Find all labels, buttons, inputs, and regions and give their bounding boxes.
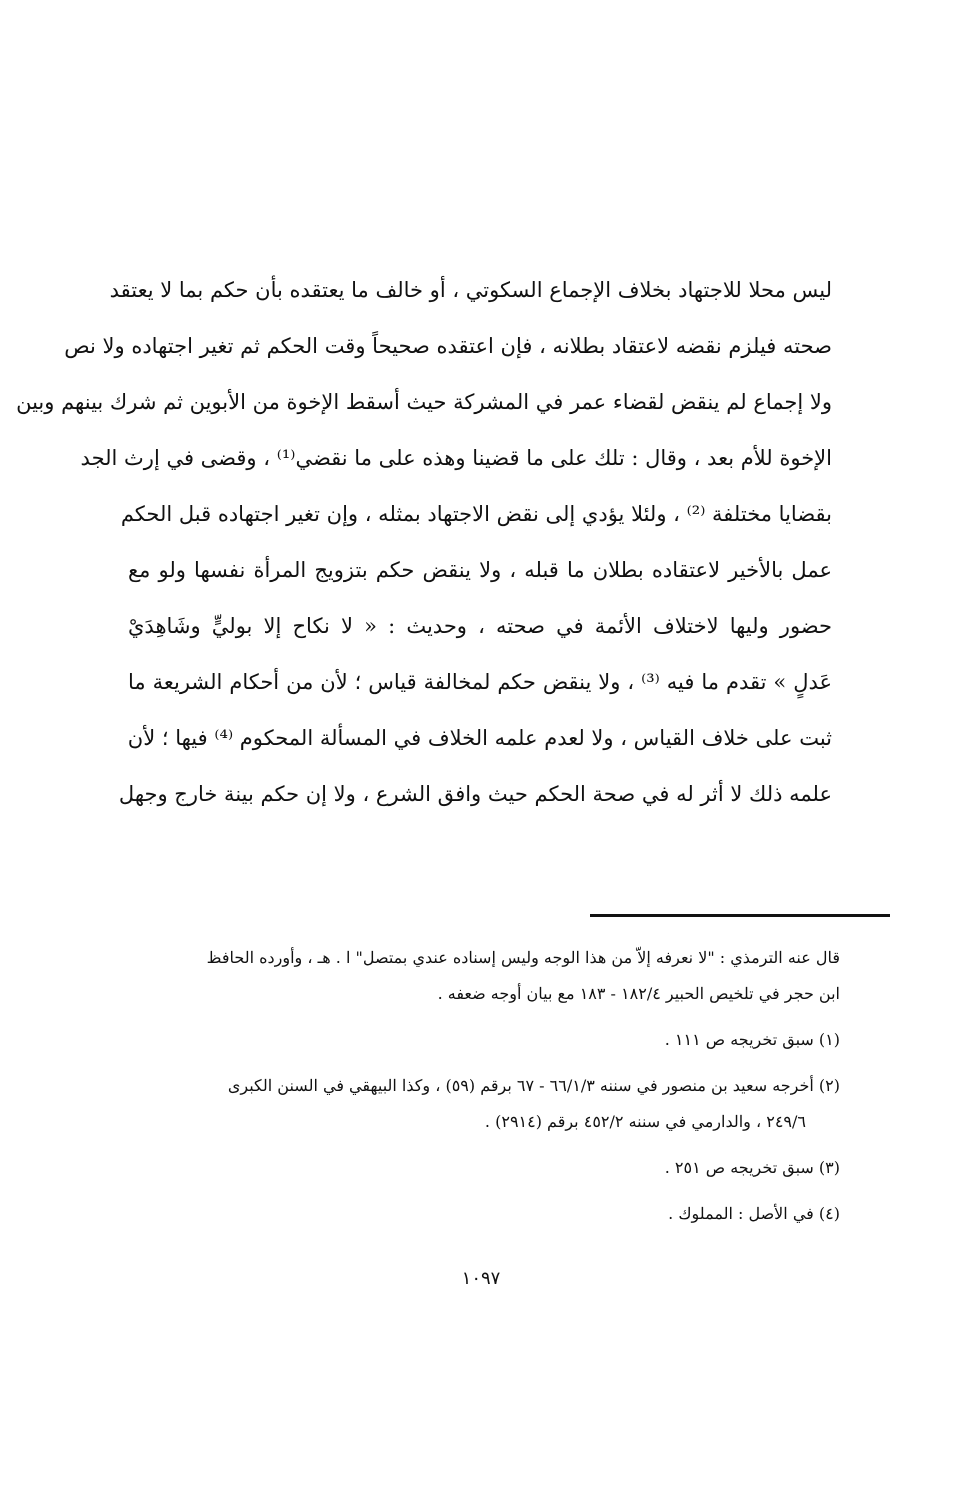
footnote-1: (١) سبق تخريجه ص ١١١ . — [664, 1030, 840, 1049]
text-line: صحته فيلزم نقضه لاعتقاد بطلانه ، فإن اعتقده صحيحاً وقت الحكم ثم تغير اجتهاده ولا نص — [64, 334, 832, 358]
text-line: ليس محلا للاجتهاد بخلاف الإجماع السكوتي ، أو خالف ما يعتقده بأن حكم بما لا يعتقد — [109, 278, 832, 302]
footnote-4: (٤) في الأصل : المملوك . — [668, 1204, 840, 1223]
page-number: ١٠٩٧ — [461, 1268, 501, 1289]
text-line: عَدلٍ » تقدم ما فيه ⁽³⁾ ، ولا ينقض حكم لمخالفة قياس ؛ لأن من أحكام الشريعة ما — [128, 670, 832, 694]
footnote-separator — [590, 914, 890, 917]
text-line: ثبت على خلاف القياس ، ولا لعدم علمه الخلاف في المسألة المحكوم ⁽⁴⁾ فيها ؛ لأن — [127, 726, 832, 750]
main-text — [16, 262, 832, 822]
text-line: بقضايا مختلفة ⁽²⁾ ، ولئلا يؤدي إلى نقض الاجتهاد بمثله ، وإن تغير اجتهاده قبل الحكم — [120, 502, 832, 526]
text-line: حضور وليها لاختلاف الأئمة في صحته ، وحديث : « لا نكاح إلا بوليٍّ وشَاهِدَيْ — [128, 614, 832, 638]
footnote-continuation-line: ابن حجر في تلخيص الحبير ١٨٢/٤ - ١٨٣ مع بيان أوجه ضعفه . — [437, 984, 840, 1003]
footnote-continuation-line: قال عنه الترمذي : "لا نعرفه إلاّ من هذا الوجه وليس إسناده عندي بمتصل" ا . هـ ، وأورده الحافظ — [206, 948, 840, 967]
footnote-3: (٣) سبق تخريجه ص ٢٥١ . — [664, 1158, 840, 1177]
text-line: عمل بالأخير لاعتقاده بطلان ما قبله ، ولا ينقض حكم بتزويج المرأة نفسها ولو مع — [128, 558, 832, 582]
text-line: الإخوة للأم بعد ، وقال : تلك على ما قضينا وهذه على ما نقضي⁽¹⁾ ، وقضى في إرث الجد — [80, 446, 832, 470]
footnotes — [112, 940, 840, 1232]
text-line: علمه ذلك لا أثر له في صحة الحكم حيث وافق الشرع ، ولا إن حكم بينة خارج وجهل — [118, 782, 832, 806]
footnote-2-continued: ٢٤٩/٦ ، والدارمي في سننه ٤٥٢/٢ برقم (٢٩١٤) . — [484, 1112, 806, 1131]
footnote-2: (٢) أخرجه سعيد بن منصور في سننه ٦٦/١/٣ - ٦٧ برقم (٥٩) ، وكذا البيهقي في السنن الكبرى — [227, 1076, 840, 1095]
text-line: ولا إجماع لم ينقض لقضاء عمر في المشركة حيث أسقط الإخوة من الأبوين ثم شرك بينهم وبين — [16, 390, 832, 414]
